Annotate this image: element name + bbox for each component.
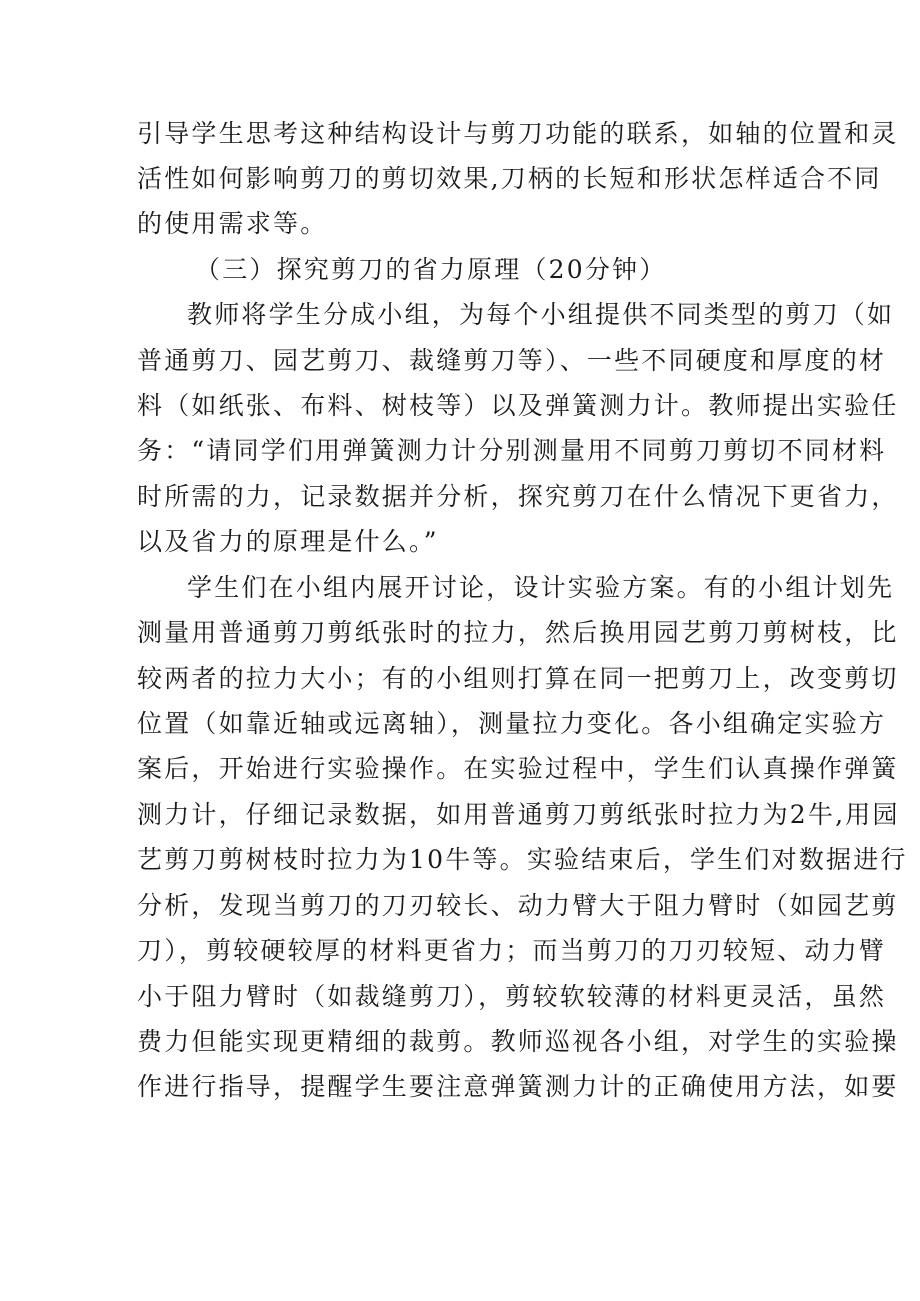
- paragraph-line: 作进行指导，提醒学生要注意弹簧测力计的正确使用方法，如要: [137, 1072, 899, 1101]
- paragraph-line: 的使用需求等。: [137, 209, 328, 238]
- paragraph-line: 以及省力的原理是什么。”: [137, 527, 439, 556]
- paragraph-line: 分析，发现当剪刀的刀刃较长、动力臂大于阻力臂时（如园艺剪: [137, 891, 899, 920]
- paragraph-line: 刀），剪较硬较厚的材料更省力；而当剪刀的刀刃较短、动力臂: [137, 936, 887, 965]
- paragraph-line: 位置（如靠近轴或远离轴），测量拉力变化。各小组确定实验方: [137, 709, 887, 738]
- paragraph-line: 务：“请同学们用弹簧测力计分别测量用不同剪刀剪切不同材料: [137, 436, 887, 465]
- paragraph-line: 费力但能实现更精细的裁剪。教师巡视各小组，对学生的实验操: [137, 1027, 899, 1056]
- paragraph-line: 普通剪刀、园艺剪刀、裁缝剪刀等）、一些不同硬度和厚度的材: [137, 346, 887, 375]
- paragraph-line: 料（如纸张、布料、树枝等）以及弹簧测力计。教师提出实验任: [137, 391, 899, 420]
- paragraph-line: 小于阻力臂时（如裁缝剪刀），剪较软较薄的材料更灵活，虽然: [137, 982, 887, 1011]
- paragraph-line: 活性如何影响剪刀的剪切效果,刀柄的长短和形状怎样适合不同: [137, 164, 882, 193]
- paragraph-line: 教师将学生分成小组，为每个小组提供不同类型的剪刀（如: [187, 300, 895, 329]
- section-heading: （三）探究剪刀的省力原理（20分钟）: [195, 255, 667, 284]
- paragraph-line: 测量用普通剪刀剪纸张时的拉力，然后换用园艺剪刀剪树枝，比: [137, 618, 899, 647]
- paragraph-line: 时所需的力，记录数据并分析，探究剪刀在什么情况下更省力，: [137, 482, 899, 511]
- paragraph-line: 艺剪刀剪树枝时拉力为10牛等。实验结束后，学生们对数据进行: [137, 845, 908, 874]
- paragraph-line: 案后，开始进行实验操作。在实验过程中，学生们认真操作弹簧: [137, 754, 899, 783]
- paragraph-line: 引导学生思考这种结构设计与剪刀功能的联系，如轴的位置和灵: [137, 119, 899, 148]
- paragraph-line: 测力计，仔细记录数据，如用普通剪刀剪纸张时拉力为2牛,用园: [137, 800, 900, 829]
- paragraph-line: 较两者的拉力大小；有的小组则打算在同一把剪刀上，改变剪切: [137, 664, 899, 693]
- paragraph-line: 学生们在小组内展开讨论，设计实验方案。有的小组计划先: [187, 573, 895, 602]
